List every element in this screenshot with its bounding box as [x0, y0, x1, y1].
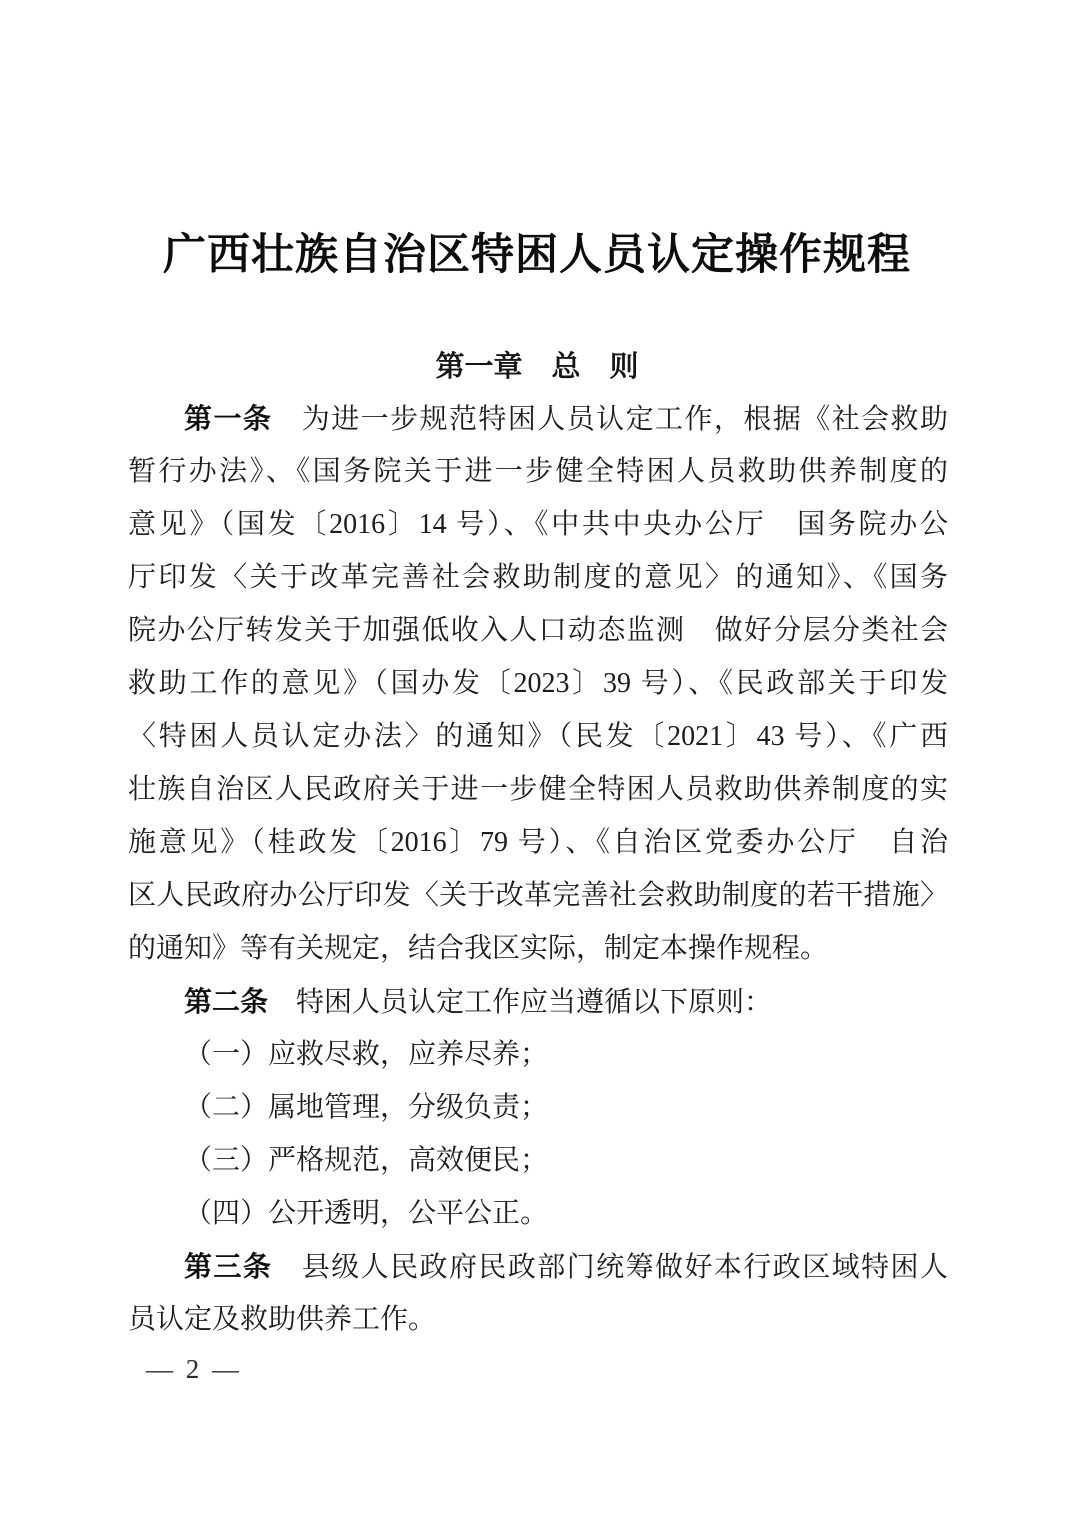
line-text: 员认定及救助供养工作。 — [128, 1304, 437, 1335]
chapter-heading: 第一章 总 则 — [435, 351, 639, 383]
body-line — [128, 922, 948, 975]
line-text: 区人民政府办公厅印发〈关于改革完善社会救助制度的若干措施〉 — [128, 880, 948, 911]
body-line — [128, 657, 948, 710]
line-text: 厅印发〈关于改革完善社会救助制度的意见〉的通知》、《国务 — [128, 562, 948, 593]
line-text: 〈特困人员认定办法〉的通知》（民发〔2021〕43 号）、《广西 — [128, 721, 948, 752]
body-line — [128, 445, 948, 498]
line-text: 暂行办法》、《国务院关于进一步健全特困人员救助供养制度的 — [128, 456, 948, 487]
line-text: 壮族自治区人民政府关于进一步健全特困人员救助供养制度的实 — [128, 774, 948, 805]
body-line — [128, 1187, 948, 1240]
body-line — [128, 816, 948, 869]
body-line — [128, 604, 948, 657]
line-text: 县级人民政府民政部门统筹做好本行政区域特困人 — [272, 1252, 948, 1283]
body-line — [128, 763, 948, 816]
article-label: 第三条 — [184, 1251, 273, 1282]
body-line — [128, 1081, 948, 1134]
line-text: （三）严格规范，高效便民； — [184, 1145, 549, 1176]
article-label: 第一条 — [184, 403, 273, 434]
body-line — [128, 975, 948, 1028]
line-text: 施意见》（桂政发〔2016〕79 号）、《自治区党委办公厅 自治 — [128, 827, 948, 858]
line-text: （二）属地管理，分级负责； — [184, 1092, 549, 1123]
line-text: 院办公厅转发关于加强低收入人口动态监测 做好分层分类社会 — [128, 615, 948, 646]
line-text: 意见》（国发〔2016〕14 号）、《中共中央办公厅 国务院办公 — [128, 509, 948, 540]
line-text: 救助工作的意见》（国办发〔2023〕39 号）、《民政部关于印发 — [128, 668, 948, 699]
body-line — [128, 869, 948, 922]
line-text: 的通知》等有关规定，结合我区实际，制定本操作规程。 — [128, 933, 829, 964]
article-label: 第二条 — [184, 986, 269, 1017]
body-line — [128, 710, 948, 763]
line-text: 为进一步规范特困人员认定工作，根据《社会救助 — [272, 404, 948, 435]
body-line — [128, 1293, 948, 1346]
line-text: （一）应救尽救，应养尽养； — [184, 1039, 549, 1070]
body-line — [128, 1134, 948, 1187]
body-line — [128, 1028, 948, 1081]
line-text: （四）公开透明，公平公正。 — [184, 1198, 549, 1229]
document-body — [128, 392, 948, 1346]
document-title: 广西壮族自治区特困人员认定操作规程 — [163, 232, 911, 279]
body-line — [128, 498, 948, 551]
line-text: 特困人员认定工作应当遵循以下原则： — [268, 987, 773, 1018]
body-line — [128, 551, 948, 604]
page-number: — 2 — — [146, 1354, 242, 1384]
body-line — [128, 392, 948, 445]
body-line — [128, 1240, 948, 1293]
